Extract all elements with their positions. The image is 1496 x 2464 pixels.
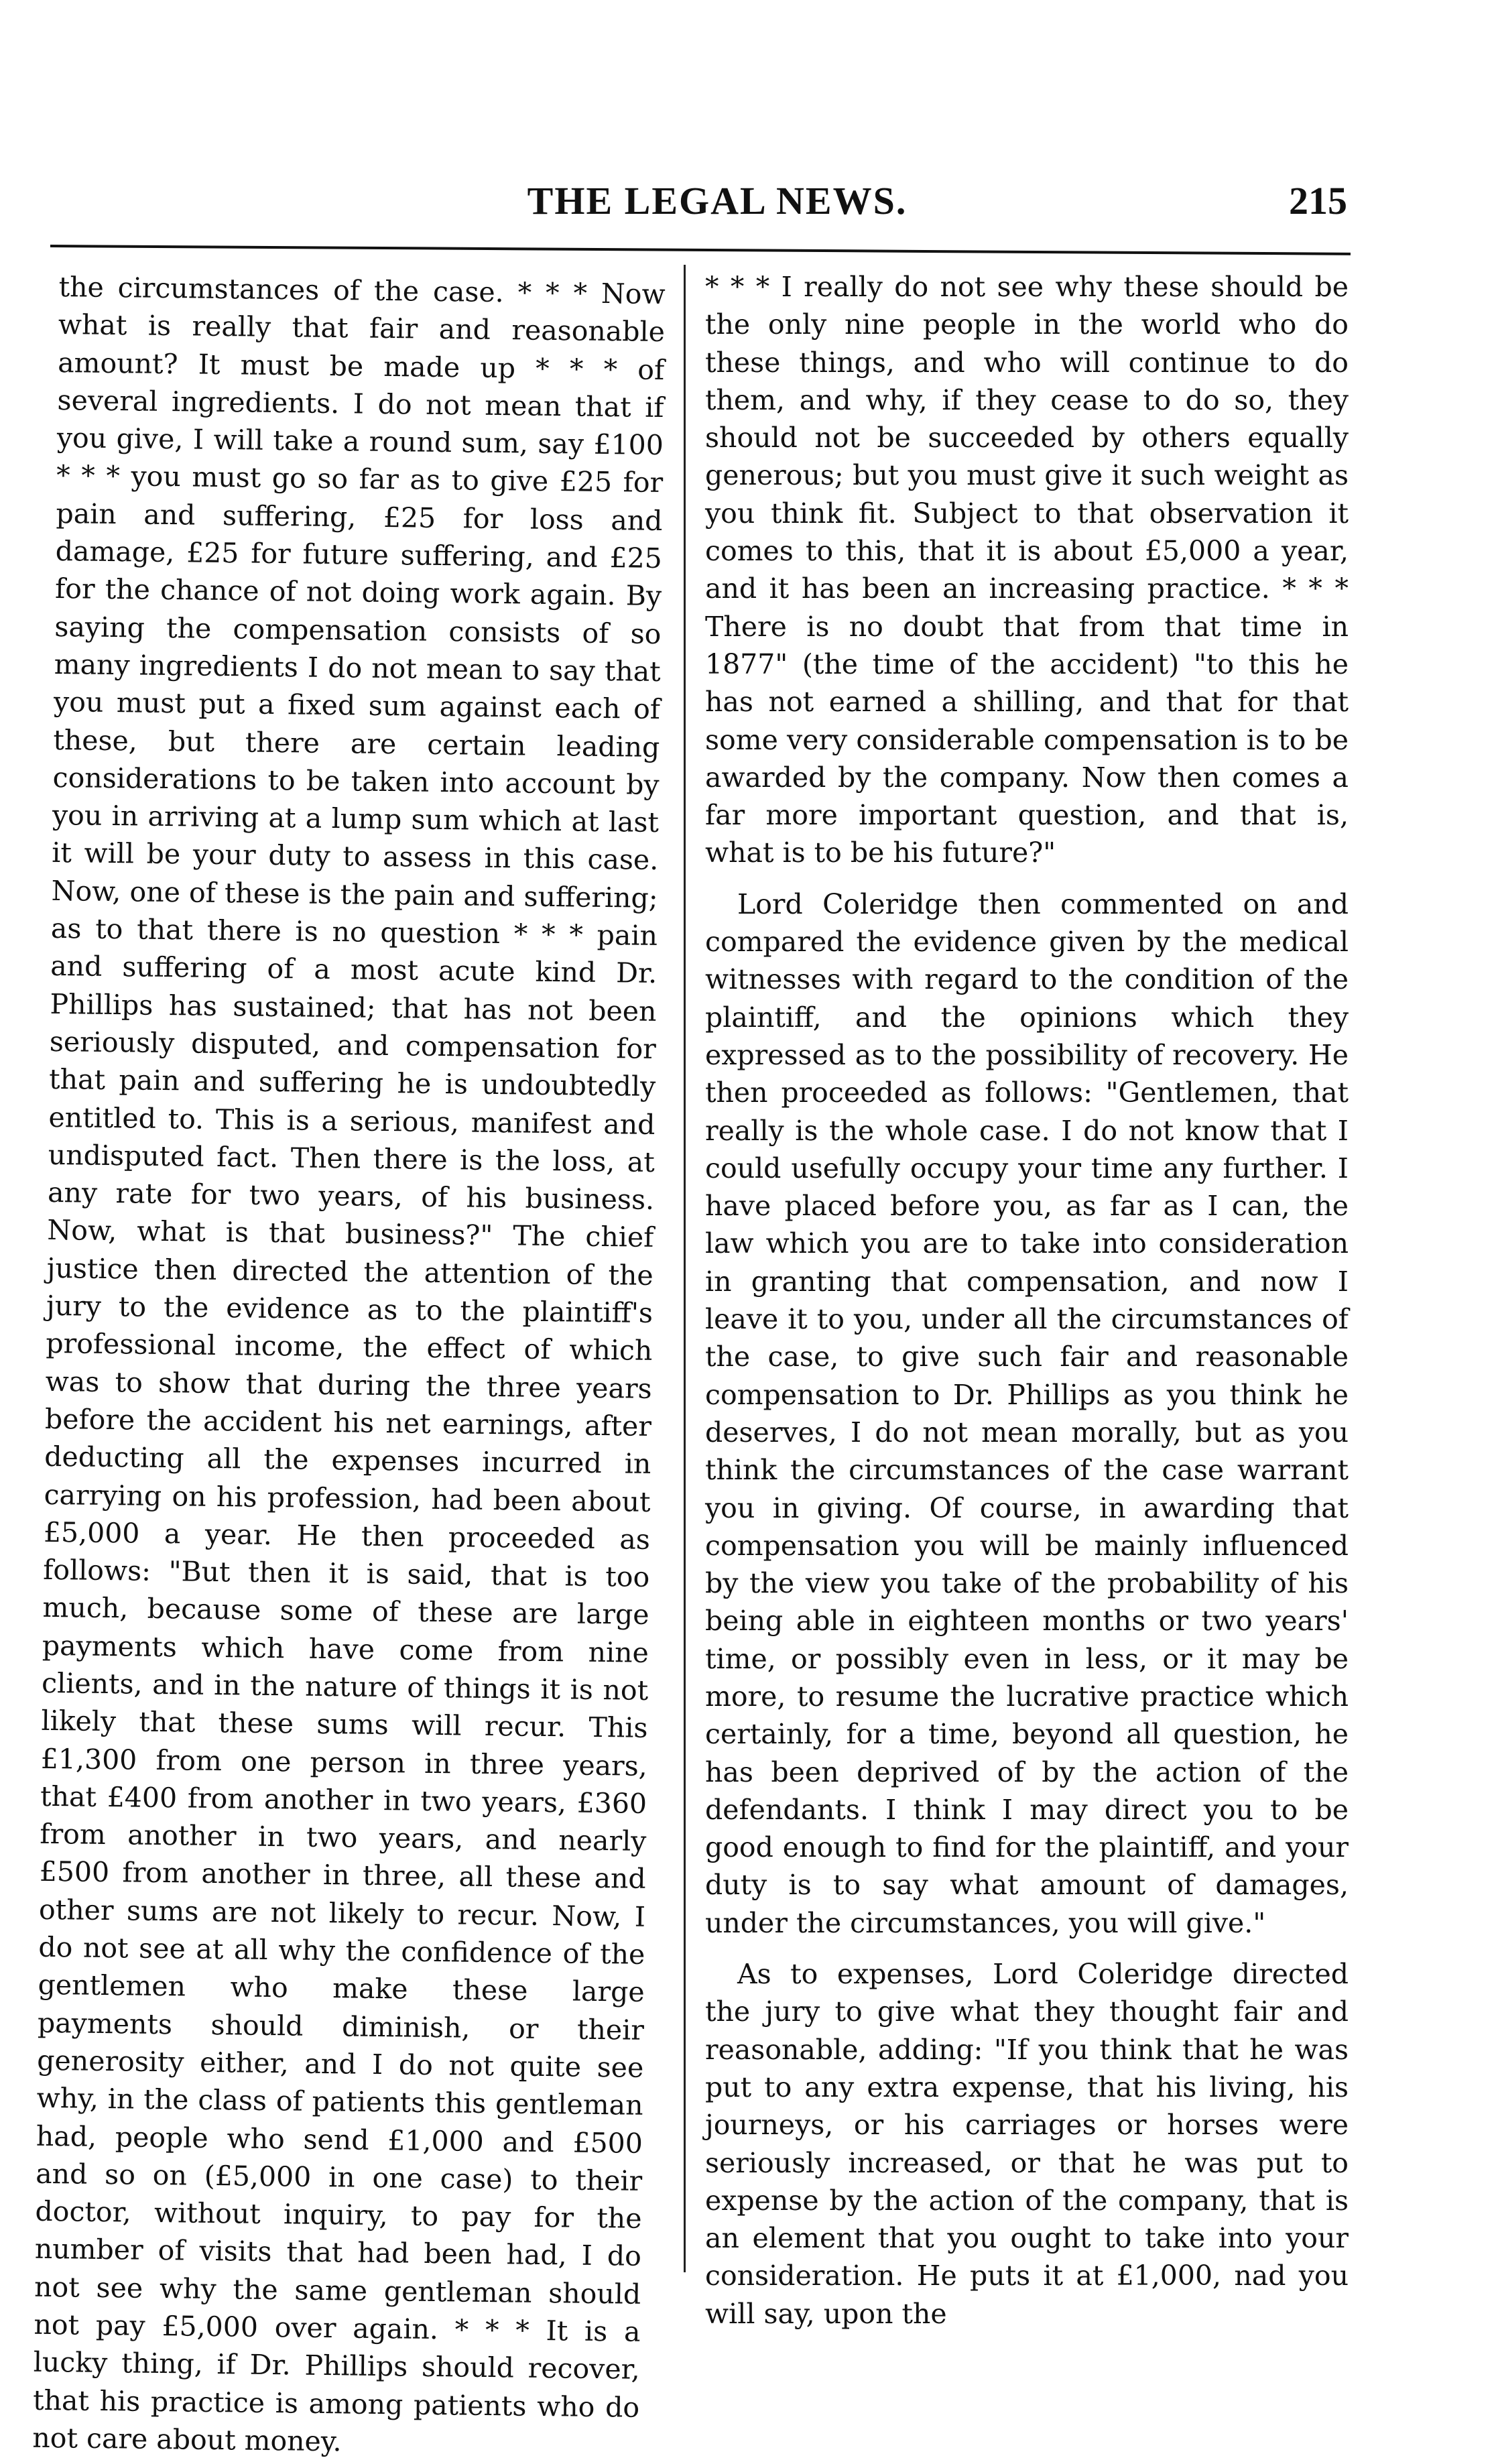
column-divider xyxy=(684,265,686,2272)
header-rule xyxy=(50,245,1351,255)
right-paragraph-3: As to expenses, Lord Coleridge directed the jury to give what they thought fair and reasonable, adding: "If you think that he was put to any extra expense, that his living, his journeys, or his carriages or horses were seriously increased, or that he was put to expense by the action of the company, that is an element that you ought to take into your consideration. He puts it at £1,000, nad you will say, upon the xyxy=(705,1958,1349,2330)
page-header xyxy=(0,171,1496,231)
running-title: THE LEGAL NEWS. xyxy=(527,179,908,223)
right-paragraph-2: Lord Coleridge then commented on and compared the evidence given by the medical witnesses with regard to the condition of the plaintiff, and the opinions which they expressed as to the possibility of recovery. He then proceeded as follows: "Gentlemen, that really is the whole case. I do not know that I could usefully occupy your time any further. I have placed before you, as far as I can, the law which you are to take into consideration in granting that compensation, and now I leave it to you, under all the circumstances of the case, to give such fair and reasonable compensation to Dr. Phillips as you think he deserves, I do not mean morally, but as you think the circumstances of the case warrant you in giving. Of course, in awarding that compensation you will be mainly influenced by the view you take of the probability of his being able in eighteen months or two years' time, or possibly even in less, or it may be more, to resume the lucrative practice which certainly, for a time, beyond all question, he has been deprived of by the action of the defendants. I think I may direct you to be good enough to find for the plaintiff, and your duty is to say what amount of damages, under the circumstances, you will give." xyxy=(705,887,1349,1939)
right-paragraph-1: * * * I really do not see why these should be the only nine people in the world who do these things, and who will continue to do them, and why, if they cease to do so, they should not be succeeded by others equally generous; but you must give it such weight as you think fit. Subject to that observation it comes to this, that it is about £5,000 a year, and it has been an increasing practice. * * * There is no doubt that from that time in 1877" (the time of the accident) "to this he has not earned a shilling, and that for that some very considerable compensation is to be awarded by the company. Now then comes a far more important question, and that is, what is to be his future?" xyxy=(705,271,1349,869)
left-paragraph-1: the circumstances of the case. * * * Now what is really that fair and reasonable amount? It must be made up * * * of several ingredients. I do not mean that if you give, I will take a round sum, say £100 * * * you must go so far as to give £25 for pain and suffering, £25 for loss and damage, £25 for future suffering, and £25 for the chance of not doing work again. By saying the compensation consists of so many ingredients I do not mean to say that you must put a fixed sum against each of these, but there are certain leading considerations to be taken into account by you in arriving at a lump sum which at last it will be your duty to assess in this case. Now, one of these is the pain and suffering; as to that there is no question * * * pain and suffering of a most acute kind Dr. Phillips has sustained; that has not been seriously disputed, and compensation for that pain and suffering he is undoubtedly entitled to. This is a serious, manifest and undisputed fact. Then there is the loss, at any rate for two years, of his business. Now, what is that business?" The chief justice then directed the attention of the jury to the evidence as to the plaintiff's professional income, the effect of which was to show that during the three years before the accident his net earnings, after deducting all the expenses incurred in carrying on his profession, had been about £5,000 a year. He then proceeded as follows: "But then it is said, that is too much, because some of these are large payments which have come from nine clients, and in the nature of things it is not likely that these sums will recur. This £1,300 from one person in three years, that £400 from another in two years, £360 from another in two years, and nearly £500 from another in three, all these and other sums are not likely to recur. Now, I do not see at all why the confidence of the gentlemen who make these large payments should diminish, or their generosity either, and I do not quite see why, in the class of patients this gentleman had, people who send £1,000 and £500 and so on (£5,000 in one case) to their doctor, without inquiry, to pay for the number of visits that had been had, I do not see why the same gentleman should not pay £5,000 over again. * * * It is a lucky thing, if Dr. Phillips should recover, that his practice is among patients who do not care about money. xyxy=(32,270,666,2458)
right-column xyxy=(705,268,1349,2330)
page-number: 215 xyxy=(1289,179,1347,223)
left-column xyxy=(32,268,666,2458)
